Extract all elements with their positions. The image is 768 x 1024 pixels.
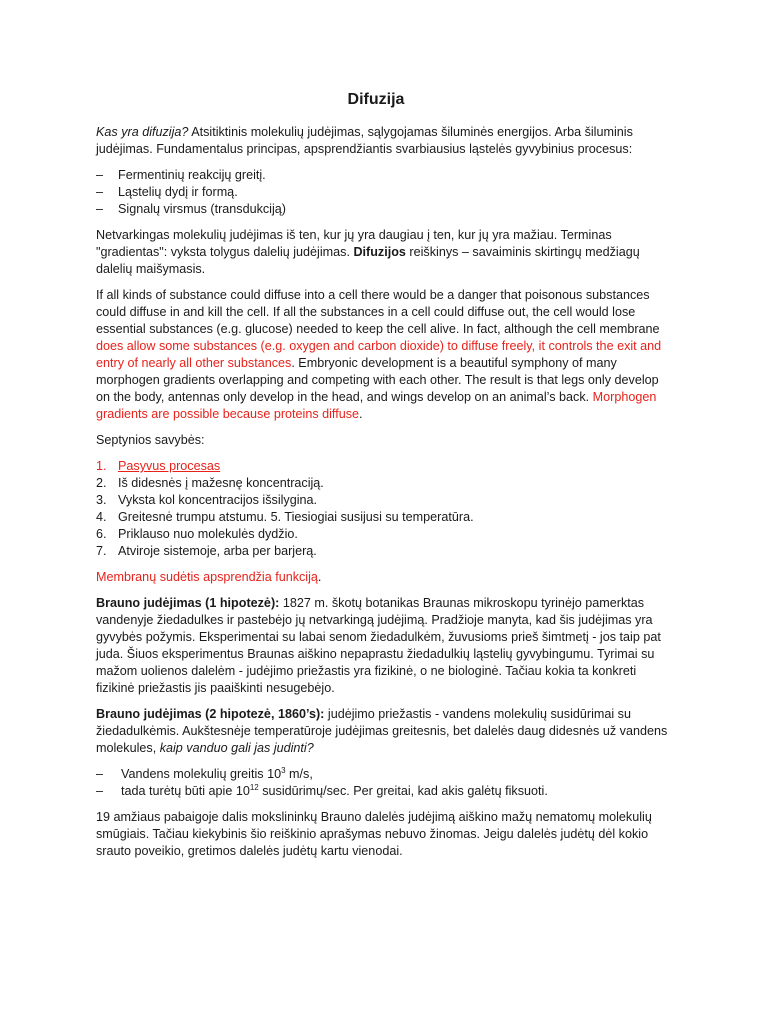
page-title: Difuzija — [347, 91, 405, 108]
number-marker: 1. — [96, 459, 107, 473]
properties-heading: Septynios savybės: — [96, 433, 205, 447]
list-item — [96, 526, 676, 543]
paragraph-text: . Embryonic development is a beautiful symphony of many morphogen gradients overlapping and competing with each other. The result is that legs only develop on the body, antennas only develop in the head, and wings develop on an animal’s back. — [96, 356, 659, 404]
list-item — [96, 509, 676, 526]
list-item — [96, 543, 676, 560]
dash-list-molecules — [96, 766, 676, 800]
exponent: 3 — [281, 766, 286, 775]
paragraph-brownian-2 — [96, 706, 676, 757]
paragraph-brownian-1 — [96, 595, 676, 697]
number-marker: 7. — [96, 544, 107, 558]
paragraph-gradient — [96, 227, 676, 278]
paragraph-text: Netvarkingas molekulių judėjimas iš ten, kur jų yra daugiau į ten, kur jų yra mažiau. Terminas "gradientas": vyksta tolygus dalelių judėjimas. — [96, 228, 612, 259]
numbered-list-properties — [96, 458, 676, 560]
highlight-text: does allow some substances (e.g. oxygen and carbon dioxide) to diffuse freely, it controls the exit and entry of nearly all other substances — [96, 339, 662, 370]
dash-marker: – — [96, 168, 104, 182]
list-item — [96, 766, 676, 783]
italic-question: kaip vanduo gali jas judinti? — [159, 741, 314, 755]
list-item-text: Vyksta kol koncentracijos išsilygina. — [118, 493, 318, 507]
list-item-text: Ląstelių dydį ir formą. — [118, 185, 238, 199]
number-marker: 3. — [96, 493, 107, 507]
list-item-text: m/s, — [285, 767, 313, 781]
list-item-link-text: Pasyvus procesas — [118, 459, 221, 473]
highlight-text: Membranų sudėtis apsprendžia funkciją — [96, 570, 318, 584]
list-item-text: Signalų virsmus (transdukciją) — [118, 202, 286, 216]
list-item-text: susidūrimų/sec. Per greitai, kad akis galėtų fiksuoti. — [258, 784, 548, 798]
paragraph-text: reiškinys – savaiminis skirtingų medžiagų dalelių maišymasis. — [96, 245, 640, 276]
list-item — [96, 201, 676, 218]
list-item-text: Priklauso nuo molekulės dydžio. — [118, 527, 298, 541]
dash-marker: – — [96, 784, 104, 798]
list-item-text: Atviroje sistemoje, arba per barjerą. — [118, 544, 317, 558]
closing-paragraph: 19 amžiaus pabaigoje dalis mokslininkų Brauno dalelės judėjimą aiškino mažų nematomų molekulių smūgiais. Tačiau kiekybinis šio reiškinio aprašymas nebuvo žinomas. Jeigu dalelės judėtų dėl kokio srauto poveikio, gretimos dalelės judėtų kartu vienodai. — [96, 810, 652, 858]
dash-list-processes — [96, 167, 676, 218]
exponent: 12 — [249, 783, 259, 792]
bold-term: Difuzijos — [353, 245, 406, 259]
list-item — [96, 783, 676, 800]
list-item — [96, 458, 676, 475]
number-marker: 2. — [96, 476, 107, 490]
intro-text: Atsitiktinis molekulių judėjimas, sąlygojamas šiluminės energijos. Arba šiluminis judėjimas. Fundamentalus principas, apsprendžiantis svarbiausius ląstelės gyvybinius procesus: — [96, 125, 633, 156]
section-heading: Brauno judėjimas (2 hipotezė, 1860’s): — [96, 707, 325, 721]
list-item-text: tada turėtų būti apie 10 — [121, 784, 250, 798]
list-item-text: Fermentinių reakcijų greitį. — [118, 168, 266, 182]
dash-marker: – — [96, 202, 104, 216]
document-body — [96, 0, 676, 860]
number-marker: 6. — [96, 527, 107, 541]
dash-marker: – — [96, 767, 104, 781]
paragraph-text: . — [359, 407, 363, 421]
list-item-text: Iš didesnės į mažesnę koncentraciją. — [118, 476, 324, 490]
list-item — [96, 184, 676, 201]
list-item-text: Vandens molekulių greitis 10 — [121, 767, 282, 781]
list-item — [96, 475, 676, 492]
paragraph-text: judėjimo priežastis - vandens molekulių susidūrimai su žiedadulkėmis. Aukštesnėje temperatūroje judėjimas greitesnis, bet dalelės daug didesnės už vandens molekules, — [96, 707, 668, 755]
paragraph-english — [96, 287, 676, 423]
paragraph-text: If all kinds of substance could diffuse into a cell there would be a danger that poisonous substances could diffuse in and kill the cell. If all the substances in a cell could diffuse out, the cell would lose essential substances (e.g. glucose) needed to keep the cell alive. In fact, although the cell membrane — [96, 288, 660, 336]
dash-marker: – — [96, 185, 104, 199]
intro-paragraph — [96, 124, 676, 158]
section-heading: Brauno judėjimas (1 hipotezė): — [96, 596, 280, 610]
list-item — [96, 167, 676, 184]
intro-question: Kas yra difuzija? — [96, 125, 189, 139]
highlight-text: Morphogen gradients are possible because proteins diffuse — [96, 390, 657, 421]
membrane-note — [96, 569, 676, 586]
number-marker: 4. — [96, 510, 107, 524]
list-item-text: Greitesnė trumpu atstumu. 5. Tiesiogiai susijusi su temperatūra. — [118, 510, 474, 524]
paragraph-text: 1827 m. škotų botanikas Braunas mikroskopu tyrinėjo pamerktas vandenyje žiedadulkes ir pastebėjo jų netvarkingą judėjimą. Pradžioje manyta, kad šis judėjimas yra gyvybės požymis. Eksperimentai su labai senom žiedadulkėm, žuvusioms prieš šimtmetį - jos taip pat juda. Šiuos eksperimentus Braunas aiškino nepaprastu žiedadulkių ląstelių gyvybingumu. Tyrimai su mažom uolienos dalelėm - judėjimo priežastis yra fizikinė, o ne biologinė. Tačiau kokia ta konkreti fizikinė priežastis jis paaiškinti nesugebėjo. — [96, 596, 661, 695]
list-item — [96, 492, 676, 509]
paragraph-text: . — [317, 570, 322, 584]
